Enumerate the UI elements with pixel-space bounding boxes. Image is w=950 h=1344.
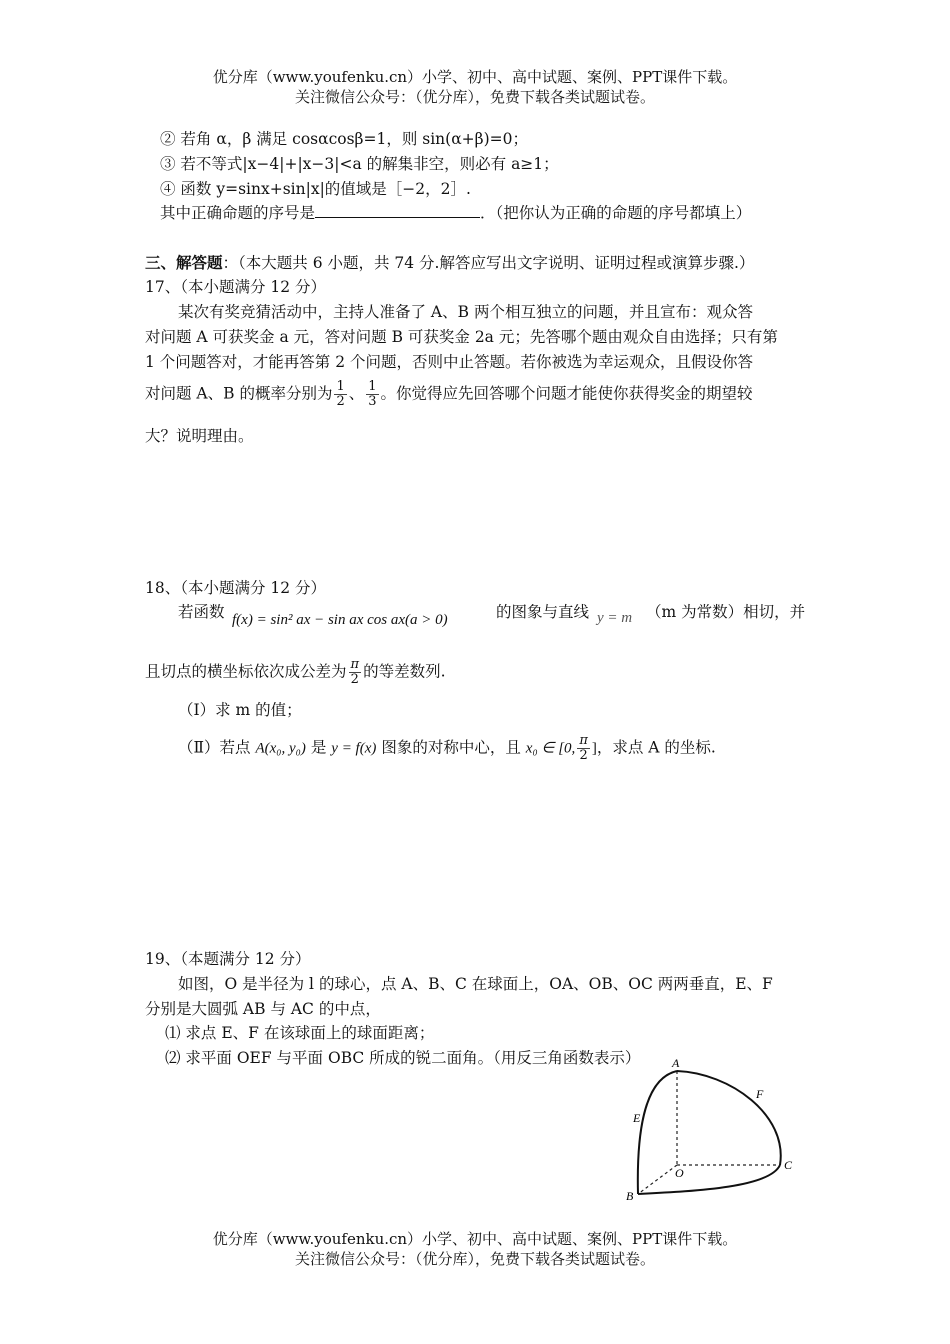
fraction-one-third: $\frac{1}{3}$	[368, 379, 377, 409]
q18-label: 18、（本小题满分 12 分）	[145, 579, 327, 597]
q19-line-1: 如图，O 是半径为 l 的球心，点 A、B、C 在球面上，OA、OB、OC 两两垂直，E、F	[178, 975, 773, 993]
q18-part-2	[178, 734, 716, 763]
arc-bc	[638, 1165, 780, 1194]
proposition-3: ③ 若不等式|x−4|+|x−3|<a 的解集非空，则必有 a≥1；	[160, 155, 559, 173]
q18-line-equation: y = m	[597, 610, 633, 626]
arc-ac	[677, 1071, 781, 1165]
q18-line-1c: （m 为常数）相切，并	[646, 603, 806, 621]
q19-part-1: ⑴ 求点 E、F 在该球面上的球面距离；	[165, 1024, 435, 1042]
fraction-one-half: $\frac{1}{2}$	[336, 379, 345, 409]
function-expression: y = f(x)	[331, 740, 377, 757]
q18-line-1b: 的图象与直线	[496, 603, 590, 621]
x0-range-expression: x₀ ∈ [0,	[525, 740, 576, 757]
section-3-desc: ：（本大题共 6 小题，共 74 分.解答应写出文字说明、证明过程或演算步骤.）	[222, 254, 755, 272]
label-c: C	[784, 1158, 793, 1172]
q17-line-1: 某次有奖竞猜活动中，主持人准备了 A、B 两个相互独立的问题，并且宣布：观众答	[178, 303, 753, 321]
label-b: B	[626, 1189, 634, 1203]
q17-line-4	[145, 380, 753, 409]
q19-label: 19、（本题满分 12 分）	[145, 950, 311, 968]
sphere-octant-figure	[620, 1055, 810, 1205]
fill-in-line	[160, 202, 751, 224]
segment-ob	[638, 1165, 677, 1194]
arc-ab	[638, 1071, 677, 1194]
fill-prefix: 其中正确命题的序号是	[160, 204, 316, 222]
fraction-pi-over-2: $\frac{\pi}{2}$	[350, 657, 360, 687]
q17-line-2: 对问题 A 可获奖金 a 元，答对问题 B 可获奖金 2a 元；先答哪个题由观众自由选择；只有第	[145, 328, 778, 346]
q18-part-2d: ，求点 A 的坐标.	[596, 738, 716, 757]
q17-line-5: 大？说明理由。	[145, 427, 254, 445]
section-3-title: 三、解答题	[145, 253, 223, 272]
header-line-1: 优分库（www.youfenku.cn）小学、初中、高中试题、案例、PPT课件下载。	[212, 68, 738, 86]
range-close-bracket: ]	[591, 740, 597, 757]
label-f: F	[756, 1087, 764, 1101]
label-o: O	[675, 1166, 684, 1180]
q18-line-2a: 且切点的横坐标依次成公差为	[145, 662, 347, 681]
q17-label: 17、（本小题满分 12 分）	[145, 278, 327, 296]
header-line-2: 关注微信公众号：（优分库），免费下载各类试题试卷。	[294, 88, 655, 106]
q18-function-formula: f(x) = sin² ax − sin ax cos ax(a > 0)	[232, 612, 448, 628]
q18-part-2b: 是	[310, 738, 327, 757]
q17-line-4a: 对问题 A、B 的概率分别为	[145, 384, 333, 403]
proposition-4: ④ 函数 y=sinx+sin|x|的值域是［−2，2］.	[160, 180, 471, 198]
section-3-heading	[145, 252, 754, 274]
q17-separator: 、	[348, 384, 365, 403]
answer-blank[interactable]	[315, 203, 480, 218]
proposition-2: ② 若角 α，β 满足 cosαcosβ=1，则 sin(α+β)=0；	[160, 130, 529, 148]
fraction-pi-over-2-range: $\frac{\pi}{2}$	[579, 733, 588, 763]
q17-line-4b: 。你觉得应先回答哪个问题才能使你获得奖金的期望较	[380, 384, 753, 403]
footer-line-1: 优分库（www.youfenku.cn）小学、初中、高中试题、案例、PPT课件下载。	[212, 1230, 738, 1248]
fill-suffix: ．（把你认为正确的命题的序号都填上）	[480, 204, 752, 222]
q18-part-2c: 图象的对称中心，且	[381, 738, 521, 757]
q18-part-1: （Ⅰ）求 m 的值；	[178, 701, 302, 719]
q18-part-2a: （Ⅱ）若点	[178, 738, 251, 757]
label-a: A	[672, 1056, 680, 1070]
label-e: E	[633, 1111, 641, 1125]
q18-line-1a: 若函数	[178, 603, 225, 621]
q17-line-3: 1 个问题答对，才能再答第 2 个问题，否则中止答题。若你被选为幸运观众，且假设你答	[145, 353, 754, 371]
q18-line-2b: 的等差数列.	[363, 662, 446, 681]
q19-part-2: ⑵ 求平面 OEF 与平面 OBC 所成的锐二面角。（用反三角函数表示）	[165, 1049, 641, 1067]
q18-line-2	[145, 658, 446, 687]
q19-line-2: 分别是大圆弧 AB 与 AC 的中点，	[145, 1000, 381, 1018]
point-a-expression: A(x₀, y₀)	[255, 740, 306, 757]
footer-line-2: 关注微信公众号：（优分库），免费下载各类试题试卷。	[294, 1250, 655, 1268]
